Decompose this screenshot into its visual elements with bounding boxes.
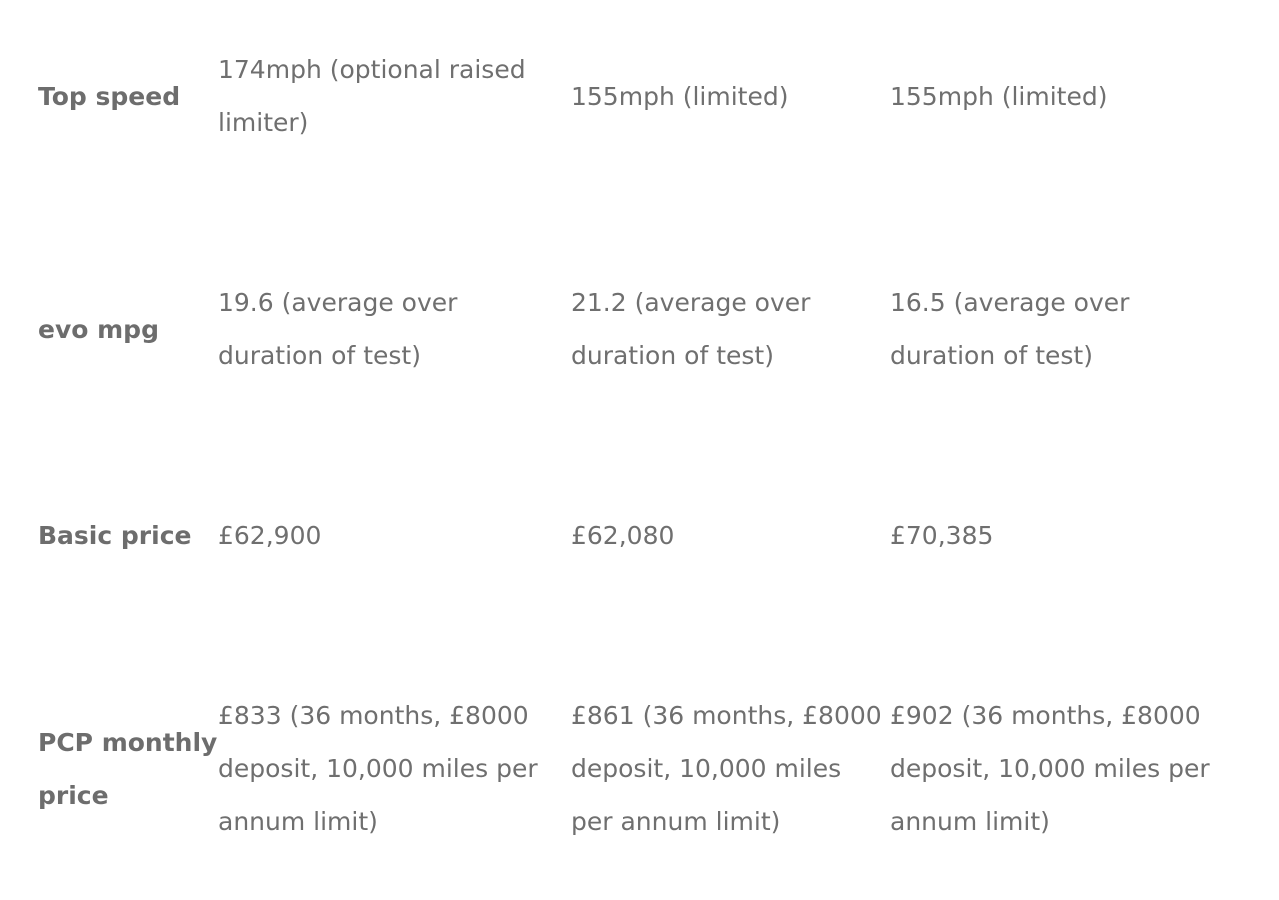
table-row-pcp-monthly-price xyxy=(38,689,1248,848)
table-cell: £833 (36 months, £8000 deposit, 10,000 miles per annum limit) xyxy=(218,701,538,836)
table-cell: 155mph (limited) xyxy=(890,81,1108,111)
row-label: evo mpg xyxy=(38,314,159,344)
table-cell: £70,385 xyxy=(890,521,994,550)
table-row-evo-mpg xyxy=(38,276,1248,382)
table-cell: 21.2 (average over duration of test) xyxy=(571,288,811,370)
table-cell: 155mph (limited) xyxy=(571,81,789,111)
table-cell: 19.6 (average over duration of test) xyxy=(218,288,458,370)
table-cell: £861 (36 months, £8000 deposit, 10,000 miles per annum limit) xyxy=(571,701,882,836)
row-label: PCP monthly price xyxy=(38,727,218,810)
table-cell: 174mph (optional raised limiter) xyxy=(218,55,526,137)
table-cell: £62,080 xyxy=(571,521,675,550)
table-cell: £62,900 xyxy=(218,521,322,550)
table-cell: £902 (36 months, £8000 deposit, 10,000 miles per annum limit) xyxy=(890,701,1210,836)
table-row-top-speed xyxy=(38,43,1248,149)
table-row-basic-price xyxy=(38,509,1248,562)
table-cell: 16.5 (average over duration of test) xyxy=(890,288,1130,370)
row-label: Basic price xyxy=(38,521,192,550)
row-label: Top speed xyxy=(38,81,181,111)
